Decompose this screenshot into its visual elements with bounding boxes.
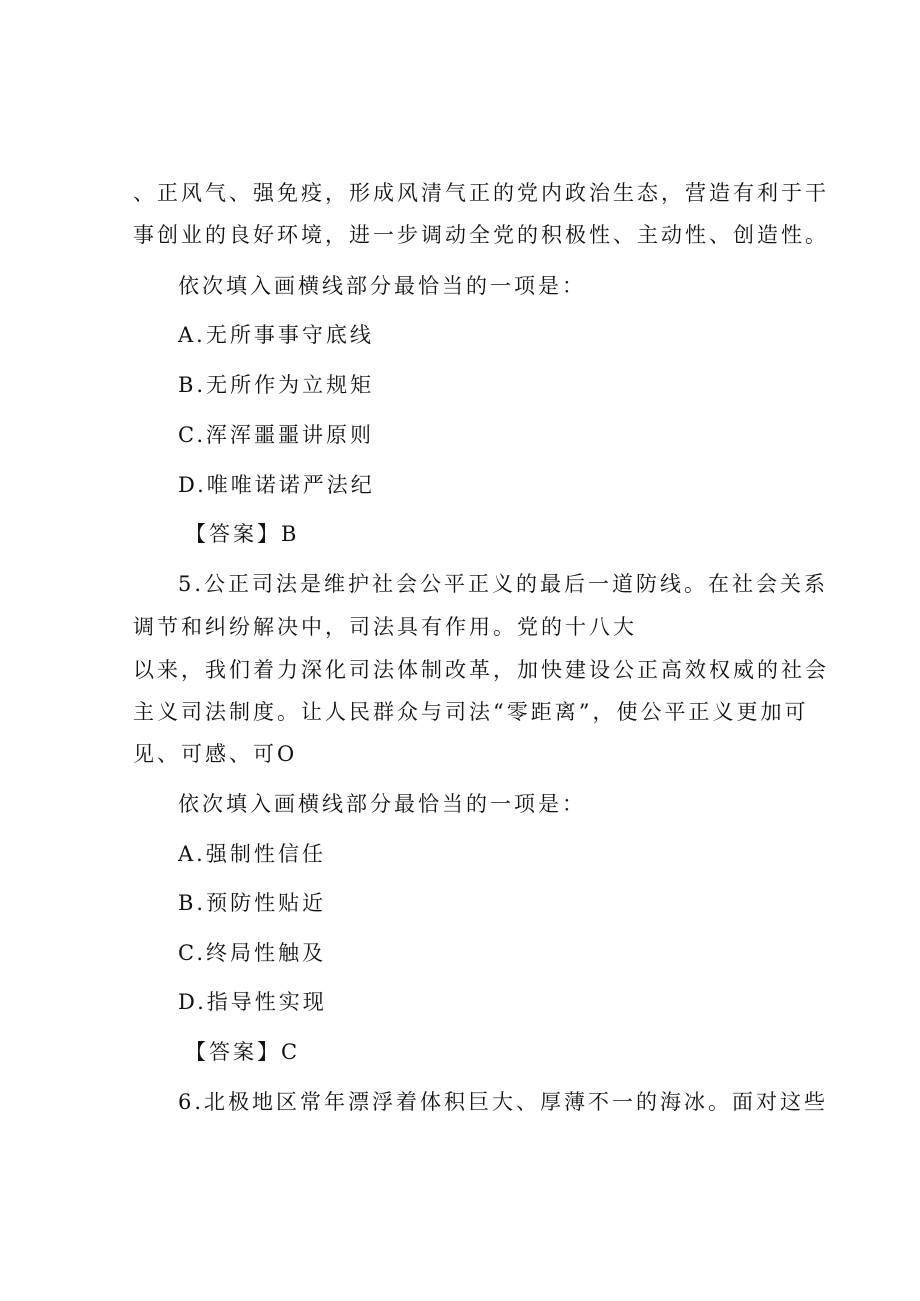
option-a: A.无所事事守底线 (178, 323, 374, 347)
option-a: A.强制性信任 (178, 842, 326, 866)
question-text: 调节和纠纷解决中，司法具有作用。党的十八大 (133, 615, 637, 639)
text-line: 、正风气、强免疫，形成风清气正的党内政治生态，营造有利于干 (133, 181, 829, 205)
option-b: B.预防性贴近 (178, 891, 327, 915)
question-text: 5.公正司法是维护社会公平正义的最后一道防线。在社会关系 (178, 572, 829, 596)
question-text: 6.北极地区常年漂浮着体积巨大、厚薄不一的海冰。面对这些 (178, 1090, 829, 1114)
question-text: 见、可感、可O (133, 742, 298, 766)
option-c: C.浑浑噩噩讲原则 (178, 423, 374, 447)
option-d: D.指导性实现 (178, 990, 327, 1014)
question-prompt: 依次填入画横线部分最恰当的一项是： (178, 274, 586, 298)
text-line: 事创业的良好环境，进一步调动全党的积极性、主动性、创造性。 (133, 223, 829, 247)
answer-line: 【答案】C (185, 1040, 301, 1064)
option-b: B.无所作为立规矩 (178, 373, 375, 397)
option-c: C.终局性触及 (178, 941, 326, 965)
answer-line: 【答案】B (185, 522, 300, 546)
question-text: 主义司法制度。让人民群众与司法“零距离”，使公平正义更加可 (133, 700, 809, 724)
option-d: D.唯唯诺诺严法纪 (178, 473, 375, 497)
question-text: 以来，我们着力深化司法体制改革，加快建设公正高效权威的社会 (133, 658, 829, 682)
question-prompt: 依次填入画横线部分最恰当的一项是： (178, 792, 586, 816)
